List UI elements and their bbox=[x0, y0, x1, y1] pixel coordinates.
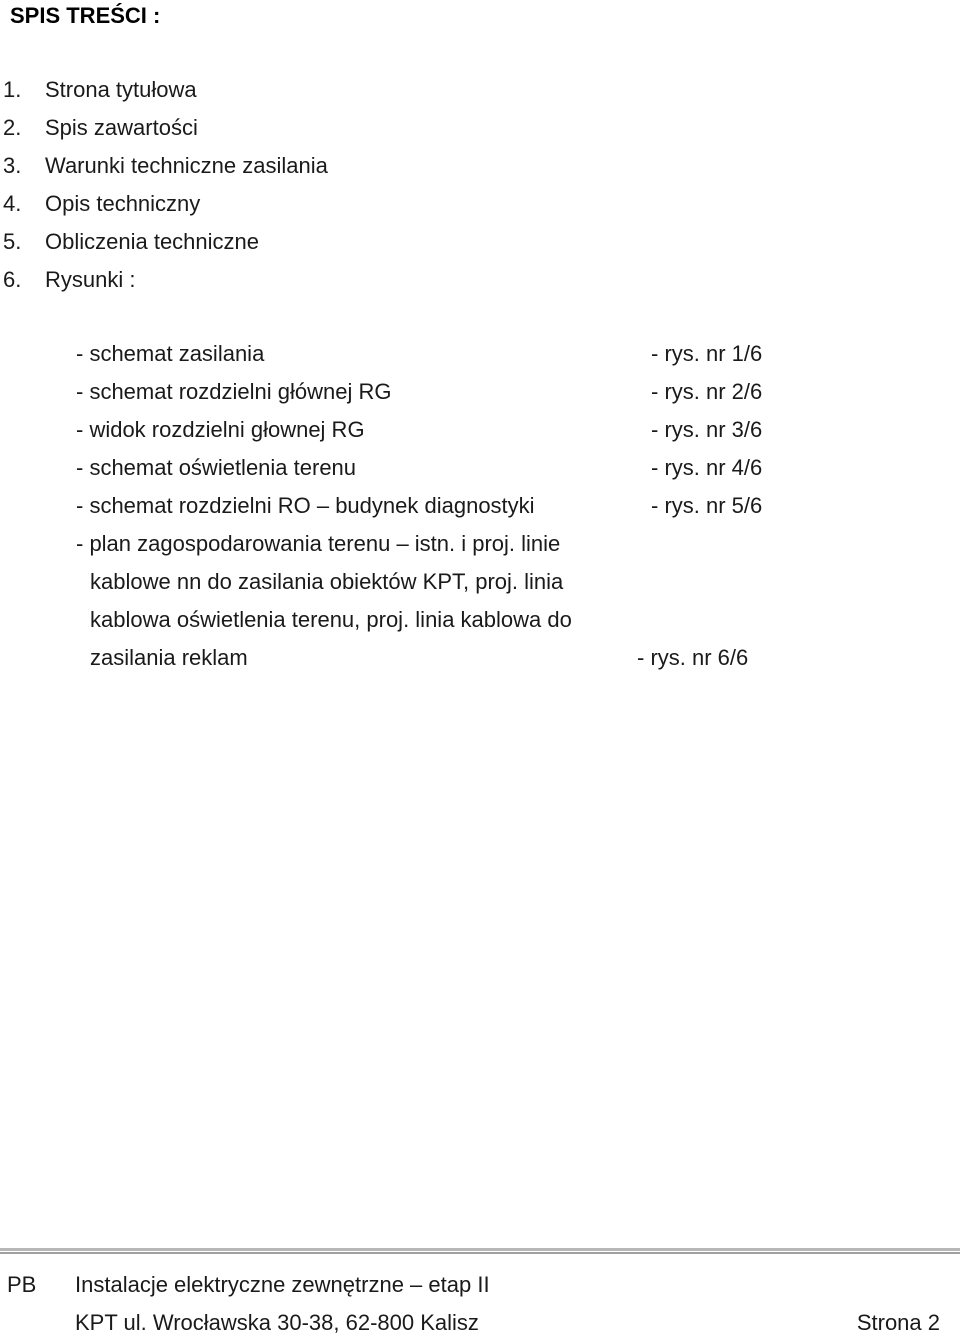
footer-project-title: Instalacje elektryczne zewnętrzne – etap II bbox=[75, 1272, 490, 1297]
drawing-row bbox=[76, 492, 776, 530]
drawings-list bbox=[76, 340, 776, 682]
footer-pb: PB bbox=[7, 1272, 37, 1297]
drawing-ref: - rys. nr 6/6 bbox=[637, 645, 749, 670]
toc-item-number: 1. bbox=[3, 77, 22, 102]
drawing-ref: - rys. nr 2/6 bbox=[651, 379, 763, 404]
toc-item-label: Rysunki : bbox=[45, 267, 136, 292]
toc-item-label: Obliczenia techniczne bbox=[45, 229, 260, 254]
drawing-label: - widok rozdzielni głownej RG bbox=[76, 417, 365, 442]
toc-item-label: Strona tytułowa bbox=[45, 77, 197, 102]
drawing-ref: - rys. nr 4/6 bbox=[651, 455, 763, 480]
toc-item bbox=[0, 228, 328, 266]
toc-item-number: 3. bbox=[3, 153, 22, 178]
toc-item-number: 5. bbox=[3, 229, 22, 254]
drawing-row-line bbox=[76, 606, 776, 644]
toc-item bbox=[0, 76, 328, 114]
footer-page-number: Strona 2 bbox=[856, 1310, 940, 1335]
drawing-ref: - rys. nr 3/6 bbox=[651, 417, 763, 442]
toc-item-label: Spis zawartości bbox=[45, 115, 198, 140]
toc-item-number: 4. bbox=[3, 191, 22, 216]
drawing-row-line bbox=[76, 568, 776, 606]
drawing-ref: - rys. nr 1/6 bbox=[651, 341, 763, 366]
toc-item-label: Warunki techniczne zasilania bbox=[45, 153, 328, 178]
drawing-row-line bbox=[76, 530, 776, 568]
drawing-row bbox=[76, 340, 776, 378]
toc-item bbox=[0, 190, 328, 228]
toc-list bbox=[0, 76, 328, 304]
toc-item bbox=[0, 266, 328, 304]
drawing-label: - schemat rozdzielni RO – budynek diagnostyki bbox=[76, 493, 535, 518]
drawing-label: - schemat rozdzielni głównej RG bbox=[76, 379, 392, 404]
drawing-row bbox=[76, 416, 776, 454]
drawing-row-line bbox=[76, 644, 776, 682]
drawing-ref: - rys. nr 5/6 bbox=[651, 493, 763, 518]
drawing-label: - schemat oświetlenia terenu bbox=[76, 455, 357, 480]
footer-divider bbox=[0, 1248, 960, 1254]
drawing-label-line: kablowa oświetlenia terenu, proj. linia kablowa do bbox=[90, 607, 572, 632]
toc-item bbox=[0, 114, 328, 152]
footer-address: KPT ul. Wrocławska 30-38, 62-800 Kalisz bbox=[75, 1310, 479, 1335]
toc-item bbox=[0, 152, 328, 190]
drawing-row bbox=[76, 378, 776, 416]
drawing-row bbox=[76, 454, 776, 492]
drawing-label-line: zasilania reklam bbox=[90, 645, 248, 670]
toc-item-label: Opis techniczny bbox=[45, 191, 201, 216]
toc-item-number: 2. bbox=[3, 115, 22, 140]
drawing-label-line: - plan zagospodarowania terenu – istn. i proj. linie bbox=[76, 531, 561, 556]
toc-heading: SPIS TREŚCI : bbox=[10, 3, 161, 28]
drawing-label-line: kablowe nn do zasilania obiektów KPT, proj. linia bbox=[90, 569, 564, 594]
drawing-label: - schemat zasilania bbox=[76, 341, 265, 366]
toc-item-number: 6. bbox=[3, 267, 22, 292]
